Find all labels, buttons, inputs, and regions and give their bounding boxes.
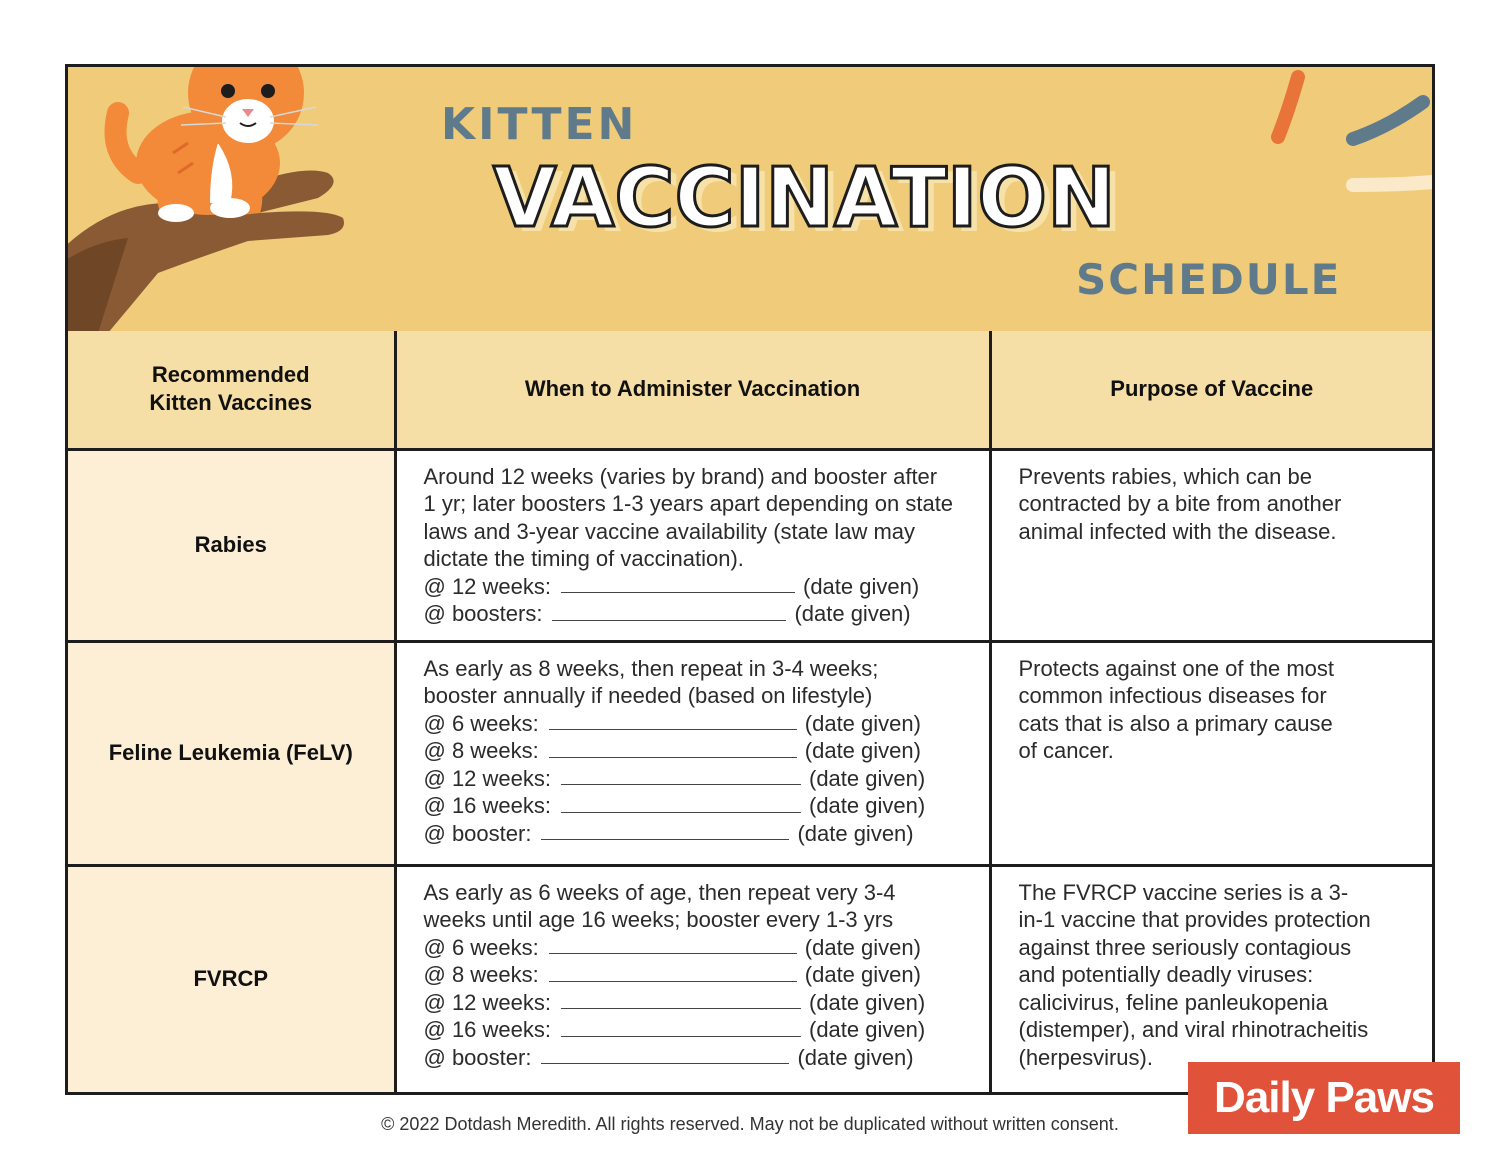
schedule-line: @ 8 weeks: (date given)	[423, 962, 921, 987]
date-blank[interactable]	[549, 952, 797, 954]
date-blank[interactable]	[549, 980, 797, 982]
date-blank[interactable]	[549, 756, 797, 758]
table-row	[68, 865, 1432, 1092]
purpose-text: (herpesvirus).	[1018, 1044, 1153, 1070]
schedule-line: @ booster: (date given)	[423, 820, 914, 846]
purpose-text: The FVRCP vaccine series is a 3-	[1018, 879, 1349, 905]
purpose-text: Prevents rabies, which can be	[1018, 463, 1312, 489]
header-when: When to Administer Vaccination	[395, 331, 990, 449]
purpose-text: contracted by a bite from another	[1018, 491, 1342, 516]
date-blank[interactable]	[541, 1062, 789, 1064]
date-blank[interactable]	[541, 838, 789, 840]
purpose-cell	[990, 449, 1432, 641]
decorative-brush-strokes	[1258, 67, 1432, 217]
purpose-text: of cancer.	[1018, 738, 1114, 763]
when-cell	[395, 641, 990, 865]
schedule-line: @ booster: (date given)	[423, 1044, 914, 1070]
title-kitten: KITTEN	[441, 99, 638, 150]
header-vaccines: Recommended Kitten Vaccines	[68, 331, 395, 449]
date-blank[interactable]	[552, 619, 786, 621]
schedule-line: @ 6 weeks: (date given)	[423, 934, 921, 960]
daily-paws-logo: Daily Paws	[1188, 1062, 1460, 1134]
schedule-line: @ 16 weeks: (date given)	[423, 1017, 926, 1042]
when-text: As early as 6 weeks of age, then repeat very 3-4	[423, 879, 896, 905]
vaccine-name: Rabies	[68, 449, 395, 641]
schedule-sheet	[65, 64, 1435, 1095]
purpose-cell	[990, 865, 1432, 1092]
date-blank[interactable]	[549, 728, 797, 730]
when-text: As early as 8 weeks, then repeat in 3-4 weeks;	[423, 655, 879, 681]
when-cell	[395, 865, 990, 1092]
title-schedule: SCHEDULE	[1076, 255, 1342, 304]
vaccine-name: Feline Leukemia (FeLV)	[68, 641, 395, 865]
when-cell	[395, 449, 990, 641]
header-purpose: Purpose of Vaccine	[990, 331, 1432, 449]
purpose-text: against three seriously contagious	[1018, 934, 1352, 960]
schedule-line: @ 8 weeks: (date given)	[423, 738, 921, 763]
title-banner	[68, 67, 1432, 334]
purpose-text: and potentially deadly viruses:	[1018, 962, 1314, 987]
when-text: Around 12 weeks (varies by brand) and booster after	[423, 463, 938, 489]
copyright-footer: © 2022 Dotdash Meredith. All rights reserved. May not be duplicated without written consent.	[381, 1114, 1119, 1134]
table-row	[68, 641, 1432, 865]
schedule-line: @ 12 weeks: (date given)	[423, 989, 926, 1015]
when-text: booster annually if needed (based on lifestyle)	[423, 683, 873, 708]
schedule-line: @ 16 weeks: (date given)	[423, 793, 926, 818]
vaccine-table	[68, 331, 1432, 1092]
date-blank[interactable]	[561, 591, 795, 593]
kitten-in-hand-illustration	[68, 67, 418, 333]
date-blank[interactable]	[561, 1035, 801, 1037]
table-row	[68, 449, 1432, 641]
schedule-line: @ 12 weeks: (date given)	[423, 573, 920, 599]
purpose-text: (distemper), and viral rhinotracheitis	[1018, 1017, 1369, 1042]
date-blank[interactable]	[561, 783, 801, 785]
purpose-text: cats that is also a primary cause	[1018, 710, 1333, 736]
table-header-row	[68, 331, 1432, 449]
when-text: laws and 3-year vaccine availability (state law may	[423, 518, 916, 544]
purpose-text: in-1 vaccine that provides protection	[1018, 907, 1371, 932]
schedule-line: @ 12 weeks: (date given)	[423, 765, 926, 791]
purpose-text: calicivirus, feline panleukopenia	[1018, 989, 1328, 1015]
schedule-line: @ boosters: (date given)	[423, 601, 911, 626]
when-text: weeks until age 16 weeks; booster every 1-3 yrs	[423, 907, 894, 932]
purpose-text: common infectious diseases for	[1018, 683, 1327, 708]
purpose-text: Protects against one of the most	[1018, 655, 1335, 681]
when-text: 1 yr; later boosters 1-3 years apart depending on state	[423, 491, 954, 516]
purpose-cell	[990, 641, 1432, 865]
when-text: dictate the timing of vaccination).	[423, 546, 744, 571]
schedule-line: @ 6 weeks: (date given)	[423, 710, 921, 736]
date-blank[interactable]	[561, 1007, 801, 1009]
purpose-text: animal infected with the disease.	[1018, 518, 1337, 544]
date-blank[interactable]	[561, 811, 801, 813]
title-vaccination: VACCINATION	[493, 151, 1116, 246]
vaccine-name: FVRCP	[68, 865, 395, 1092]
